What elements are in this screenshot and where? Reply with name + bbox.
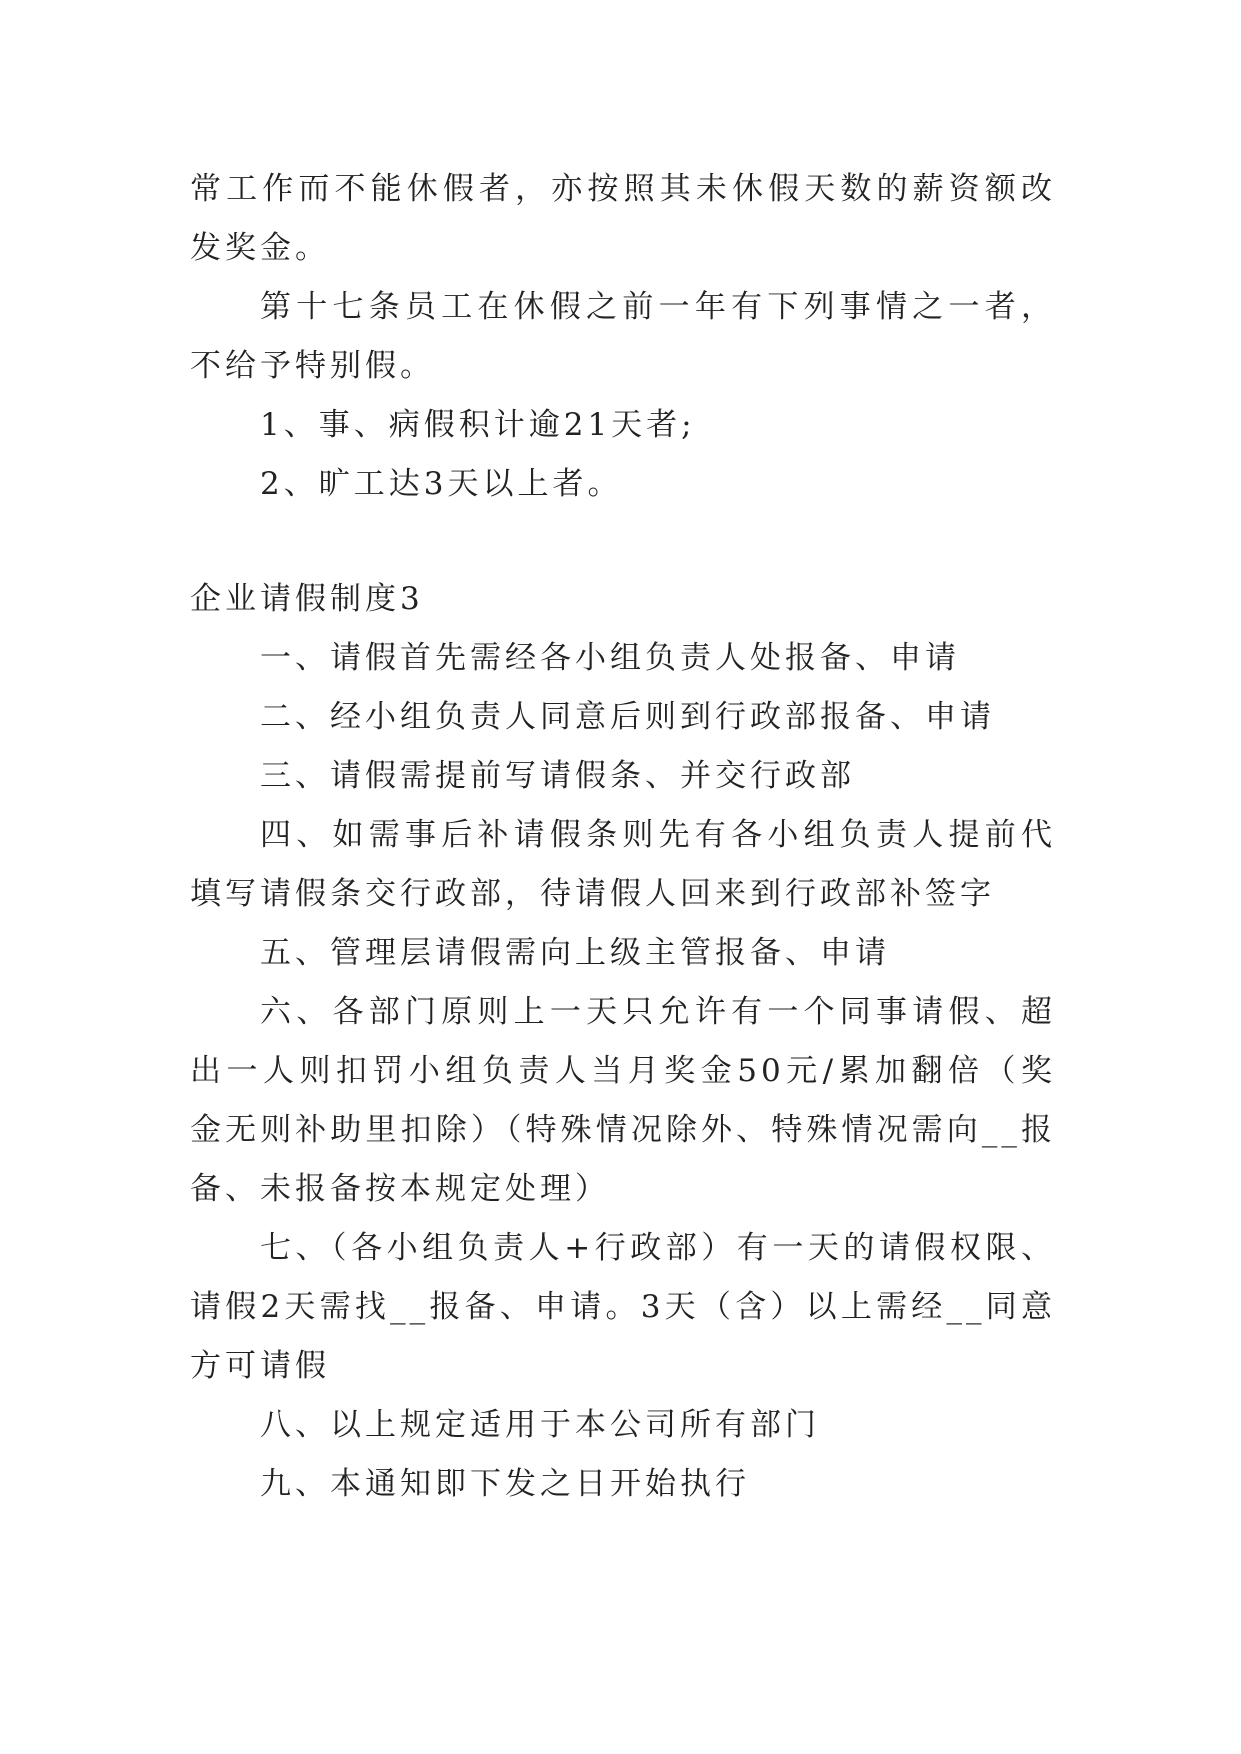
paragraph: 第十七条员工在休假之前一年有下列事情之一者，不给予特别假。	[190, 289, 1056, 384]
list-item: 二、经小组负责人同意后则到行政部报备、申请	[260, 699, 995, 735]
document-body	[190, 160, 1056, 1514]
list-item: 八、以上规定适用于本公司所有部门	[260, 1407, 820, 1443]
list-item: 五、管理层请假需向上级主管报备、申请	[260, 935, 890, 971]
list-item: 三、请假需提前写请假条、并交行政部	[260, 758, 855, 794]
list-item: 1、事、病假积计逾21天者;	[260, 407, 696, 443]
list-item: 七、（各小组负责人+行政部）有一天的请假权限、请假2天需找__报备、申请。3天（含）以上需经__同意方可请假	[190, 1230, 1056, 1384]
list-item: 四、如需事后补请假条则先有各小组负责人提前代填写请假条交行政部，待请假人回来到行政部补签字	[190, 817, 1056, 912]
list-item: 九、本通知即下发之日开始执行	[260, 1466, 750, 1502]
list-item: 一、请假首先需经各小组负责人处报备、申请	[260, 640, 960, 676]
list-item: 六、各部门原则上一天只允许有一个同事请假、超出一人则扣罚小组负责人当月奖金50元/累加翻倍（奖金无则补助里扣除）（特殊情况除外、特殊情况需向__报备、未报备按本规定处理）	[190, 994, 1056, 1207]
list-item: 2、旷工达3天以上者。	[260, 466, 623, 502]
section-title: 企业请假制度3	[190, 581, 424, 617]
section-gap	[190, 514, 1056, 570]
paragraph: 常工作而不能休假者，亦按照其未休假天数的薪资额改发奖金。	[190, 171, 1056, 266]
